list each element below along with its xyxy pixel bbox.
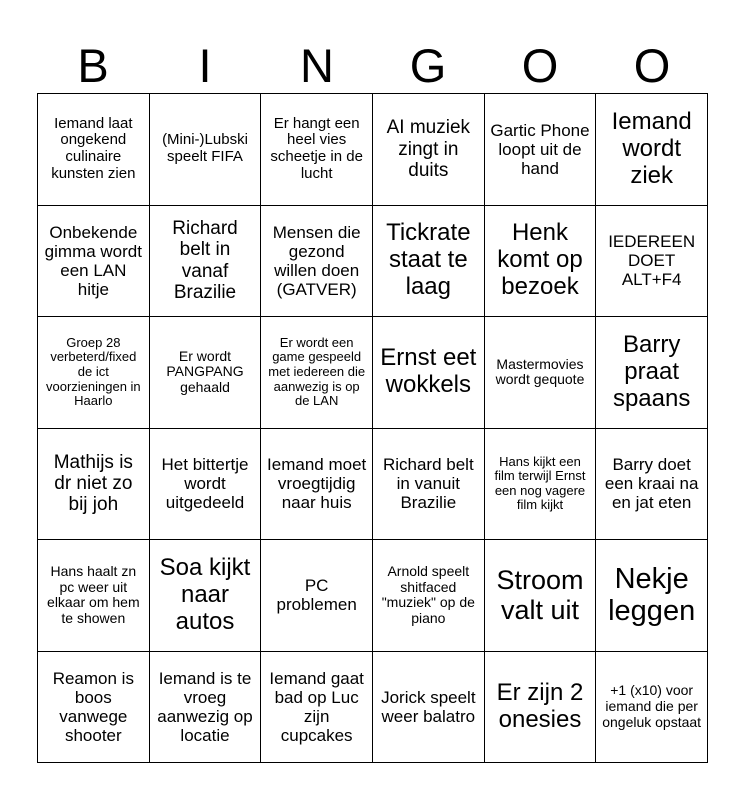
cell-text: Soa kijkt naar autos xyxy=(159,553,251,635)
bingo-cell[interactable] xyxy=(38,652,150,764)
bingo-cell[interactable] xyxy=(373,540,485,652)
cell-text: Groep 28 verbeterd/fixed de ict voorzieningen in Haarlo xyxy=(45,334,141,409)
bingo-cell[interactable] xyxy=(373,652,485,764)
cell-text: Mensen die gezond willen doen (GATVER) xyxy=(272,222,361,299)
cell-text: Het bittertje wordt uitgedeeld xyxy=(161,455,249,513)
bingo-cell[interactable] xyxy=(261,652,373,764)
bingo-cell[interactable] xyxy=(38,94,150,206)
cell-text: Nekje leggen xyxy=(608,562,696,628)
cell-text: Iemand gaat bad op Luc zijn cupcakes xyxy=(269,668,364,745)
cell-text: Onbekende gimma wordt een LAN hitje xyxy=(44,222,142,299)
header-letter: B xyxy=(77,39,109,92)
bingo-cell[interactable] xyxy=(38,317,150,429)
bingo-cell[interactable] xyxy=(150,540,262,652)
bingo-cell[interactable] xyxy=(150,317,262,429)
bingo-cell[interactable] xyxy=(150,94,262,206)
cell-text: Er wordt PANGPANG gehaald xyxy=(166,347,244,396)
bingo-cell[interactable] xyxy=(261,94,373,206)
cell-text: Iemand wordt ziek xyxy=(611,107,692,189)
bingo-cell[interactable] xyxy=(596,94,708,206)
cell-text: Iemand laat ongekend culinaire kunsten zien xyxy=(51,114,136,183)
cell-text: Reamon is boos vanwege shooter xyxy=(52,668,134,745)
bingo-cell[interactable] xyxy=(485,652,597,764)
bingo-cell[interactable] xyxy=(485,206,597,318)
cell-text: Tickrate staat te laag xyxy=(386,219,471,301)
cell-text: Ernst eet wokkels xyxy=(380,344,477,399)
cell-text: Er wordt een game gespeeld met iedereen die aanwezig is op de LAN xyxy=(268,334,366,409)
cell-text: Barry praat spaans xyxy=(612,330,691,412)
bingo-cell[interactable] xyxy=(261,540,373,652)
bingo-cell[interactable] xyxy=(373,429,485,541)
bingo-cell[interactable] xyxy=(485,540,597,652)
cell-text: Arnold speelt shitfaced "muziek" op de piano xyxy=(381,562,475,626)
bingo-cell[interactable] xyxy=(150,652,262,764)
bingo-cell[interactable] xyxy=(373,317,485,429)
bingo-cell[interactable] xyxy=(485,317,597,429)
bingo-cell[interactable] xyxy=(261,206,373,318)
cell-text: (Mini-)Lubski speelt FIFA xyxy=(162,131,248,166)
header-letter: O xyxy=(633,39,671,92)
bingo-cell[interactable] xyxy=(596,429,708,541)
bingo-cell[interactable] xyxy=(150,206,262,318)
bingo-cell[interactable] xyxy=(373,94,485,206)
bingo-cell[interactable] xyxy=(38,206,150,318)
cell-text: AI muziek zingt in duits xyxy=(386,117,471,181)
bingo-cell[interactable] xyxy=(596,540,708,652)
bingo-cell[interactable] xyxy=(150,429,262,541)
cell-text: Richard belt in vanaf Brazilie xyxy=(172,218,238,304)
cell-text: Hans haalt zn pc weer uit elkaar om hem te showen xyxy=(47,562,140,626)
header-letter: G xyxy=(409,39,447,92)
bingo-cell[interactable] xyxy=(38,429,150,541)
bingo-cell[interactable] xyxy=(596,652,708,764)
bingo-cell[interactable] xyxy=(38,540,150,652)
cell-text: Jorick speelt weer balatro xyxy=(381,687,476,726)
cell-text: Hans kijkt een film terwijl Ernst een nog vagere film kijkt xyxy=(494,453,586,513)
bingo-cell[interactable] xyxy=(485,94,597,206)
bingo-cell[interactable] xyxy=(373,206,485,318)
header-letter: N xyxy=(300,39,334,92)
cell-text: +1 (x10) voor iemand die per ongeluk opstaat xyxy=(602,682,702,730)
cell-text: Mathijs is dr niet zo bij joh xyxy=(53,451,133,516)
cell-text: Iemand is te vroeg aanwezig op locatie xyxy=(157,668,253,745)
bingo-card xyxy=(37,93,708,763)
cell-text: PC problemen xyxy=(276,576,357,615)
header-letter: O xyxy=(521,39,559,92)
cell-text: IEDEREEN DOET ALT+F4 xyxy=(608,232,696,290)
cell-text: Gartic Phone loopt uit de hand xyxy=(490,120,590,178)
bingo-cell[interactable] xyxy=(261,429,373,541)
bingo-cell[interactable] xyxy=(596,206,708,318)
cell-text: Stroom valt uit xyxy=(496,565,584,626)
cell-text: Henk komt op bezoek xyxy=(497,219,583,301)
cell-text: Richard belt in vanuit Brazilie xyxy=(382,455,474,513)
bingo-header xyxy=(37,38,708,94)
cell-text: Iemand moet vroegtijdig naar huis xyxy=(267,455,367,513)
header-letter: I xyxy=(198,39,212,92)
bingo-cell[interactable] xyxy=(485,429,597,541)
bingo-cell[interactable] xyxy=(261,317,373,429)
cell-text: Barry doet een kraai na en jat eten xyxy=(604,455,699,513)
cell-text: Er hangt een heel vies scheetje in de lucht xyxy=(270,114,363,183)
bingo-cell[interactable] xyxy=(596,317,708,429)
cell-text: Mastermovies wordt gequote xyxy=(495,355,585,388)
cell-text: Er zijn 2 onesies xyxy=(496,678,584,733)
